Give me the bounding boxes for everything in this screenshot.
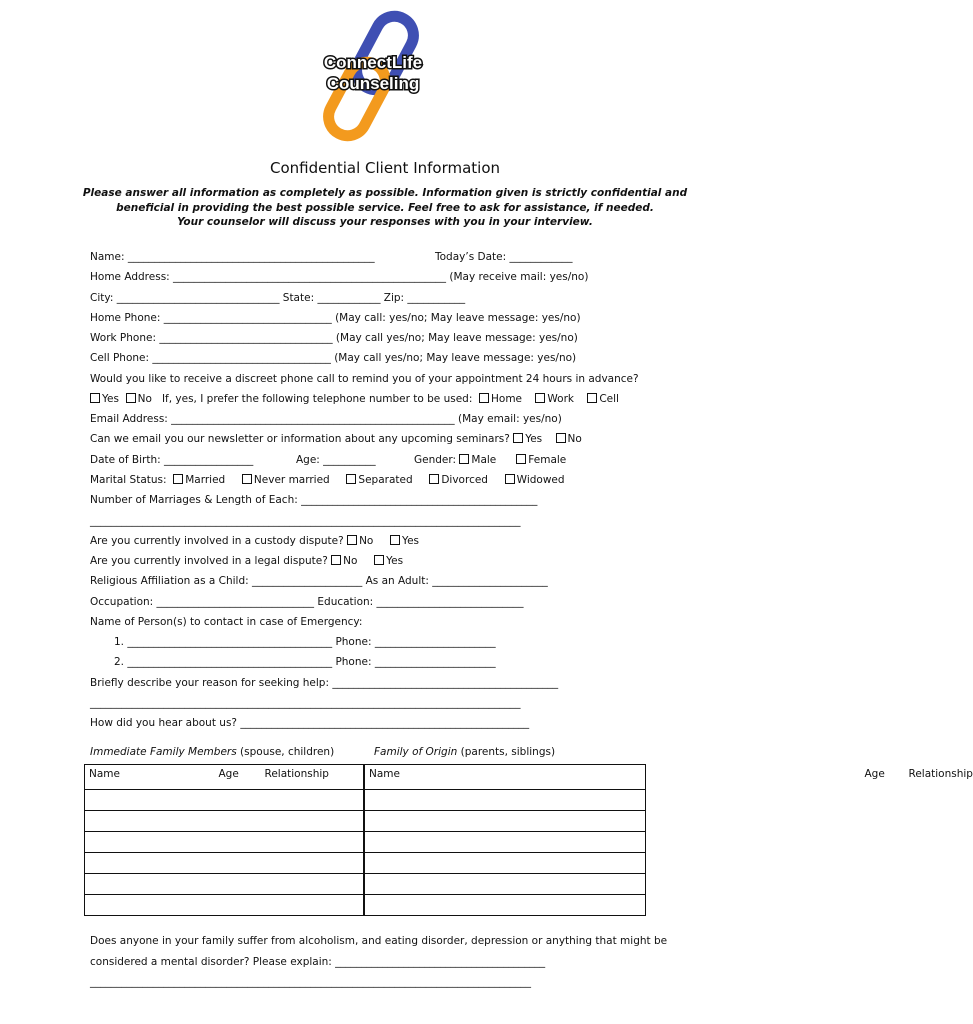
never-married-label: Never married [253,474,330,486]
table-row[interactable] [365,832,646,853]
custody-question [90,535,419,547]
today-date-field[interactable]: Today’s Date: ____________ [435,251,573,263]
newsletter-yes-checkbox[interactable] [513,433,523,443]
newsletter-yes-label: Yes [525,433,543,445]
origin-table-header [365,765,973,790]
immediate-family-heading [90,746,334,758]
legal-label: Are you currently involved in a legal dispute? [90,555,328,567]
table-header-row [85,765,364,790]
female-label: Female [528,454,567,466]
newsletter-no-checkbox[interactable] [556,433,566,443]
discreet-no-label: No [137,393,152,405]
immediate-family-note: (spouse, children) [236,746,335,758]
pref-work-checkbox[interactable] [535,393,545,403]
intro-line-2: beneficial in providing the best possible service. Feel free to ask for assistance, if needed. [116,201,654,214]
custody-yes-label: Yes [402,535,419,547]
widowed-label: Widowed [516,474,565,486]
male-label: Male [471,454,497,466]
custody-no-checkbox[interactable] [347,535,357,545]
home-address-field[interactable]: Home Address: ____________________________________________________ (May receive mail: yes/no) [90,271,589,283]
marital-label: Marital Status: [90,474,167,486]
table-row[interactable] [365,895,646,916]
col-age: Age [218,768,239,780]
legal-yes-checkbox[interactable] [374,555,384,565]
discreet-call-question: Would you like to receive a discreet phone call to remind you of your appointment 24 hours in advance? [90,373,639,385]
alcohol-question-2[interactable]: considered a mental disorder? Please explain: ________________________________________ [90,956,546,968]
divorced-checkbox[interactable] [429,474,439,484]
col-relationship: Relationship [908,768,973,780]
newsletter-no-label: No [567,433,582,445]
connectlife-logo [316,14,430,138]
custody-no-label: No [359,535,374,547]
work-phone-field[interactable]: Work Phone: _________________________________ (May call yes/no; May leave message: yes/no) [90,332,578,344]
intro-line-3: Your counselor will discuss your responses with you in your interview. [177,216,593,228]
family-origin-label: Family of Origin [374,746,458,758]
discreet-yes-checkbox[interactable] [90,393,100,403]
discreet-call-options [90,393,472,405]
logo-line1: ConnectLife [323,53,423,72]
family-origin-note: (parents, siblings) [457,746,556,758]
separated-label: Separated [358,474,413,486]
reason-field[interactable]: Briefly describe your reason for seeking help: ___________________________________________ [90,677,559,689]
table-row[interactable] [365,853,646,874]
pref-cell-checkbox[interactable] [587,393,597,403]
age-field[interactable]: Age: __________ [296,454,376,466]
intro-text [60,186,710,230]
city-state-zip-field[interactable]: City: _______________________________ State: ____________ Zip: ___________ [90,292,466,304]
pref-home-checkbox[interactable] [479,393,489,403]
alcohol-question-3[interactable]: ____________________________________________________________________________________ [90,976,531,988]
custody-label: Are you currently involved in a custody dispute? [90,535,344,547]
table-row[interactable] [85,853,364,874]
pref-cell-label: Cell [599,393,619,405]
widowed-checkbox[interactable] [505,474,515,484]
gender-label: Gender: [414,454,457,466]
pref-work-label: Work [547,393,574,405]
hear-about-field[interactable]: How did you hear about us? _______________________________________________________ [90,717,530,729]
table-row[interactable] [365,874,646,895]
col-name: Name [89,768,120,780]
table-row[interactable] [85,811,364,832]
religion-field[interactable]: Religious Affiliation as a Child: _____________________ As an Adult: ______________________ [90,575,548,587]
legal-no-checkbox[interactable] [331,555,341,565]
phone-pref-options [479,393,619,405]
emergency-label: Name of Person(s) to contact in case of Emergency: [90,616,363,628]
discreet-yes-label: Yes [102,393,119,405]
cell-phone-field[interactable]: Cell Phone: __________________________________ (May call yes/no; May leave message: yes/no) [90,352,577,364]
gender-options [414,454,566,466]
legal-question [90,555,403,567]
col-relationship: Relationship [264,768,329,780]
marriages-field-cont[interactable]: __________________________________________________________________________________ [90,515,521,527]
separated-checkbox[interactable] [346,474,356,484]
occupation-field[interactable]: Occupation: ______________________________ Education: ____________________________ [90,596,524,608]
table-row[interactable] [85,895,364,916]
family-origin-heading [374,746,555,758]
married-checkbox[interactable] [173,474,183,484]
newsletter-question [90,433,582,445]
discreet-pref-label: If, yes, I prefer the following telephone number to be used: [161,393,473,405]
logo-line2: Counseling [326,74,420,93]
table-row[interactable] [85,832,364,853]
table-row[interactable] [85,790,364,811]
table-row[interactable] [365,790,646,811]
col-name: Name [369,768,400,780]
emergency-contact-1[interactable]: 1. _______________________________________ Phone: _______________________ [114,636,496,648]
pref-home-label: Home [491,393,523,405]
intro-line-1: Please answer all information as completely as possible. Information given is strictly confidential and [82,187,688,199]
female-checkbox[interactable] [516,454,526,464]
never-married-checkbox[interactable] [242,474,252,484]
table-row[interactable] [365,811,646,832]
emergency-contact-2[interactable]: 2. _______________________________________ Phone: _______________________ [114,656,496,668]
page-title: Confidential Client Information [269,159,501,177]
email-field[interactable]: Email Address: ______________________________________________________ (May email: yes/no) [90,413,562,425]
home-phone-field[interactable]: Home Phone: ________________________________ (May call: yes/no; May leave message: yes/no) [90,312,581,324]
dob-field[interactable]: Date of Birth: _________________ [90,454,254,466]
alcohol-question-1: Does anyone in your family suffer from alcoholism, and eating disorder, depression or anything that might be [90,935,668,947]
married-label: Married [185,474,226,486]
newsletter-label: Can we email you our newsletter or information about any upcoming seminars? [90,433,510,445]
marriages-field[interactable]: Number of Marriages & Length of Each: _____________________________________________ [90,494,538,506]
col-age: Age [864,768,885,780]
immediate-family-label: Immediate Family Members [90,746,237,758]
male-checkbox[interactable] [459,454,469,464]
divorced-label: Divorced [441,474,488,486]
table-row[interactable] [85,874,364,895]
custody-yes-checkbox[interactable] [390,535,400,545]
reason-field-cont[interactable]: __________________________________________________________________________________ [90,697,521,709]
discreet-no-checkbox[interactable] [126,393,136,403]
marital-status-options [90,474,565,486]
table-header-row [365,765,646,790]
immediate-family-table [84,764,364,916]
legal-yes-label: Yes [386,555,404,567]
immediate-table-header [85,765,364,790]
name-field[interactable]: Name: _______________________________________________ [90,251,375,263]
legal-no-label: No [343,555,358,567]
family-origin-table [364,764,973,916]
